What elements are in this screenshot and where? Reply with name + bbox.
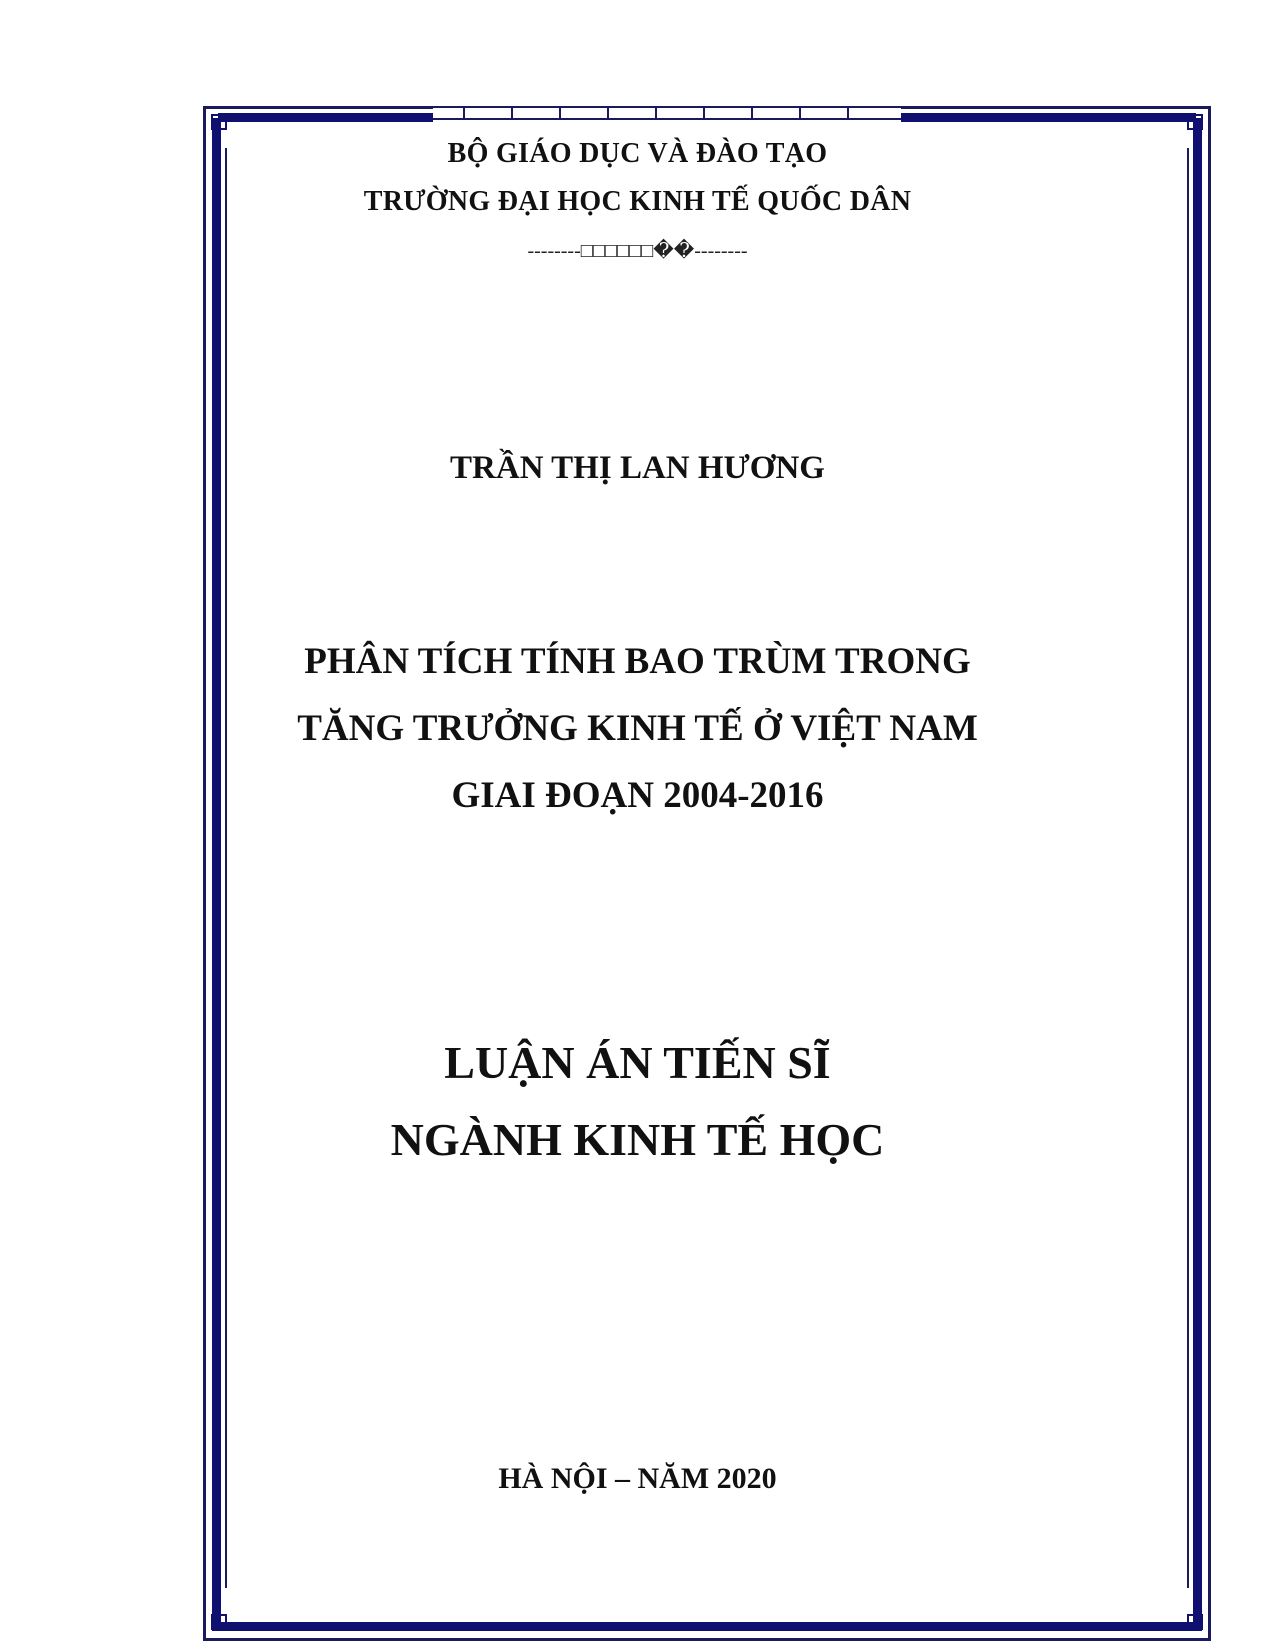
border-outer-top-left <box>203 106 433 109</box>
header-separator: --------□□□□□□��-------- <box>527 240 748 262</box>
border-inner-left <box>225 148 227 1588</box>
university-name: TRƯỜNG ĐẠI HỌC KINH TẾ QUỐC DÂN <box>363 186 912 217</box>
ministry-name: BỘ GIÁO DỤC VÀ ĐÀO TẠO <box>447 138 828 169</box>
border-outer-top-right <box>901 106 1211 109</box>
corner-ornament-bottom-right <box>1183 1610 1211 1638</box>
author-name: TRẦN THỊ LAN HƯƠNG <box>450 450 825 486</box>
thesis-title-line-2: TĂNG TRƯỞNG KINH TẾ Ở VIỆT NAM <box>297 708 978 749</box>
corner-ornament-bottom-left <box>203 1610 231 1638</box>
place-and-year: HÀ NỘI – NĂM 2020 <box>498 1462 777 1495</box>
border-inner-right <box>1187 148 1189 1588</box>
border-bar-top-left <box>218 113 433 122</box>
border-bar-bottom <box>212 1622 1202 1631</box>
border-outer-bottom <box>203 1638 1211 1641</box>
border-bar-top-right <box>901 113 1196 122</box>
border-bar-left <box>212 118 221 1630</box>
border-bar-right <box>1193 118 1202 1630</box>
degree-line-1: LUẬN ÁN TIẾN SĨ <box>444 1037 831 1088</box>
degree-line-2: NGÀNH KINH TẾ HỌC <box>390 1114 885 1165</box>
thesis-title-line-3: GIAI ĐOẠN 2004-2016 <box>451 775 824 816</box>
border-outer-left <box>203 106 206 1641</box>
border-top-ruler <box>433 106 901 120</box>
border-outer-right <box>1208 106 1211 1641</box>
corner-ornament-top-right <box>1183 106 1211 134</box>
corner-ornament-top-left <box>203 106 231 134</box>
thesis-title-line-1: PHÂN TÍCH TÍNH BAO TRÙM TRONG <box>304 641 971 682</box>
